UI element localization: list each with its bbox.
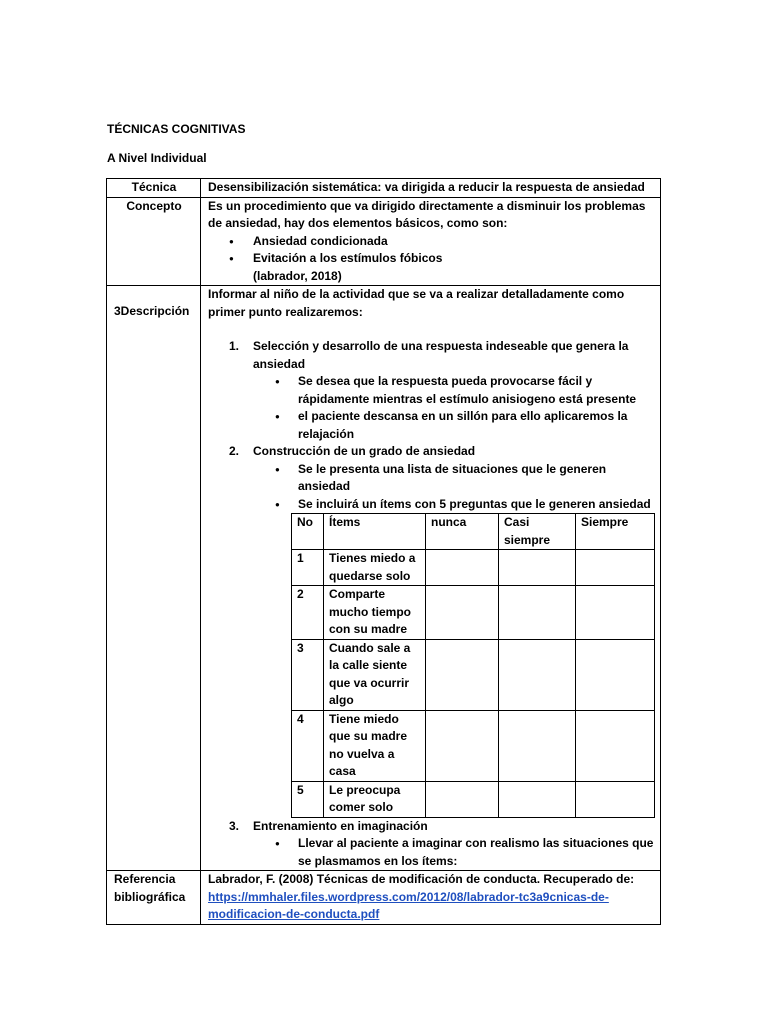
answer-cell-casi-siempre xyxy=(499,781,576,817)
table-row xyxy=(292,710,655,781)
page-title: TÉCNICAS COGNITIVAS xyxy=(107,122,246,136)
answer-cell-nunca xyxy=(426,710,499,781)
answer-cell-casi-siempre xyxy=(499,639,576,710)
list-item: ● el paciente descansa en un sillón para ello aplicaremos la relajación xyxy=(253,408,654,443)
item-text: Le preocupa comer solo xyxy=(324,781,426,817)
answer-cell-casi-siempre xyxy=(499,586,576,640)
step-3 xyxy=(208,818,654,871)
row-referencia xyxy=(107,871,661,925)
answer-cell-nunca xyxy=(426,586,499,640)
answer-cell-siempre xyxy=(576,586,655,640)
label-tecnica: Técnica xyxy=(107,179,201,198)
step-2 xyxy=(208,443,654,513)
row-descripcion xyxy=(107,286,661,871)
concepto-text: Es un procedimiento que va dirigido directamente a disminuir los problemas de ansiedad, hay dos elementos básicos, como son: xyxy=(208,198,646,230)
list-item: ● Se incluirá un ítems con 5 preguntas que le generen ansiedad xyxy=(253,496,654,514)
answer-cell-siempre xyxy=(576,781,655,817)
items-header-row xyxy=(292,514,655,550)
value-concepto xyxy=(201,197,661,286)
step-text: Entrenamiento en imaginación xyxy=(253,818,428,833)
page-subtitle: A Nivel Individual xyxy=(107,151,207,165)
steps-list-continued xyxy=(208,818,654,871)
answer-cell-casi-siempre xyxy=(499,550,576,586)
answer-cell-nunca xyxy=(426,639,499,710)
step-3-bullets xyxy=(253,835,654,870)
table-row xyxy=(292,586,655,640)
list-item: ● Ansiedad condicionada xyxy=(208,233,654,251)
item-number: 1 xyxy=(292,550,324,586)
descripcion-intro: Informar al niño de la actividad que se va a realizar detalladamente como primer punto realizaremos: xyxy=(208,287,625,319)
step-1-bullets xyxy=(253,373,654,443)
label-descripcion: 3Descripción xyxy=(107,286,201,871)
reference-text: Labrador, F. (2008) Técnicas de modificación de conducta. Recuperado de: xyxy=(208,872,635,886)
item-number: 3 xyxy=(292,639,324,710)
answer-cell-siempre xyxy=(576,710,655,781)
label-referencia: Referencia bibliográfica xyxy=(107,871,201,925)
item-text: Tienes miedo a quedarse solo xyxy=(324,550,426,586)
answer-cell-nunca xyxy=(426,781,499,817)
items-table xyxy=(291,513,655,818)
answer-cell-nunca xyxy=(426,550,499,586)
answer-cell-siempre xyxy=(576,639,655,710)
step-number: 2. xyxy=(229,444,240,458)
answer-cell-siempre xyxy=(576,550,655,586)
reference-link[interactable]: https://mmhaler.files.wordpress.com/2012/08/labrador-tc3a9cnicas-de-modificacion-de-conducta.pdf xyxy=(208,889,609,921)
header-siempre: Siempre xyxy=(576,514,655,550)
table-row xyxy=(292,781,655,817)
item-text: Comparte mucho tiempo con su madre xyxy=(324,586,426,640)
header-no: No xyxy=(292,514,324,550)
step-text: Construcción de un grado de ansiedad xyxy=(253,444,476,458)
concepto-citation: (labrador, 2018) xyxy=(253,268,342,283)
value-referencia xyxy=(201,871,661,925)
value-tecnica: Desensibilización sistemática: va dirigida a reducir la respuesta de ansiedad xyxy=(201,179,661,198)
concepto-bullets xyxy=(208,233,654,268)
row-tecnica xyxy=(107,179,661,198)
list-item: ● Se le presenta una lista de situaciones que le generen ansiedad xyxy=(253,461,654,496)
step-number: 1. xyxy=(229,339,240,353)
list-item: ● Se desea que la respuesta pueda provocarse fácil y rápidamente mientras el estímulo anisiogeno está presente xyxy=(253,373,654,408)
item-number: 5 xyxy=(292,781,324,817)
row-concepto xyxy=(107,197,661,286)
step-number: 3. xyxy=(229,818,240,833)
list-item: ● Evitación a los estímulos fóbicos xyxy=(208,250,654,268)
technique-table xyxy=(106,178,661,925)
step-text: Selección y desarrollo de una respuesta indeseable que genera la ansiedad xyxy=(253,339,629,371)
item-text: Cuando sale a la calle siente que va ocurrir algo xyxy=(324,639,426,710)
label-concepto: Concepto xyxy=(107,197,201,286)
item-number: 4 xyxy=(292,710,324,781)
item-number: 2 xyxy=(292,586,324,640)
answer-cell-casi-siempre xyxy=(499,710,576,781)
header-casi-siempre: Casi siempre xyxy=(499,514,576,550)
step-2-bullets xyxy=(253,461,654,514)
value-descripcion xyxy=(201,286,661,871)
table-row xyxy=(292,639,655,710)
step-1 xyxy=(208,338,654,443)
header-items: Ítems xyxy=(324,514,426,550)
item-text: Tiene miedo que su madre no vuelva a casa xyxy=(324,710,426,781)
steps-list xyxy=(208,338,654,513)
list-item: ● Llevar al paciente a imaginar con realismo las situaciones que se plasmamos en los ítems: xyxy=(253,835,654,870)
header-nunca: nunca xyxy=(426,514,499,550)
table-row xyxy=(292,550,655,586)
